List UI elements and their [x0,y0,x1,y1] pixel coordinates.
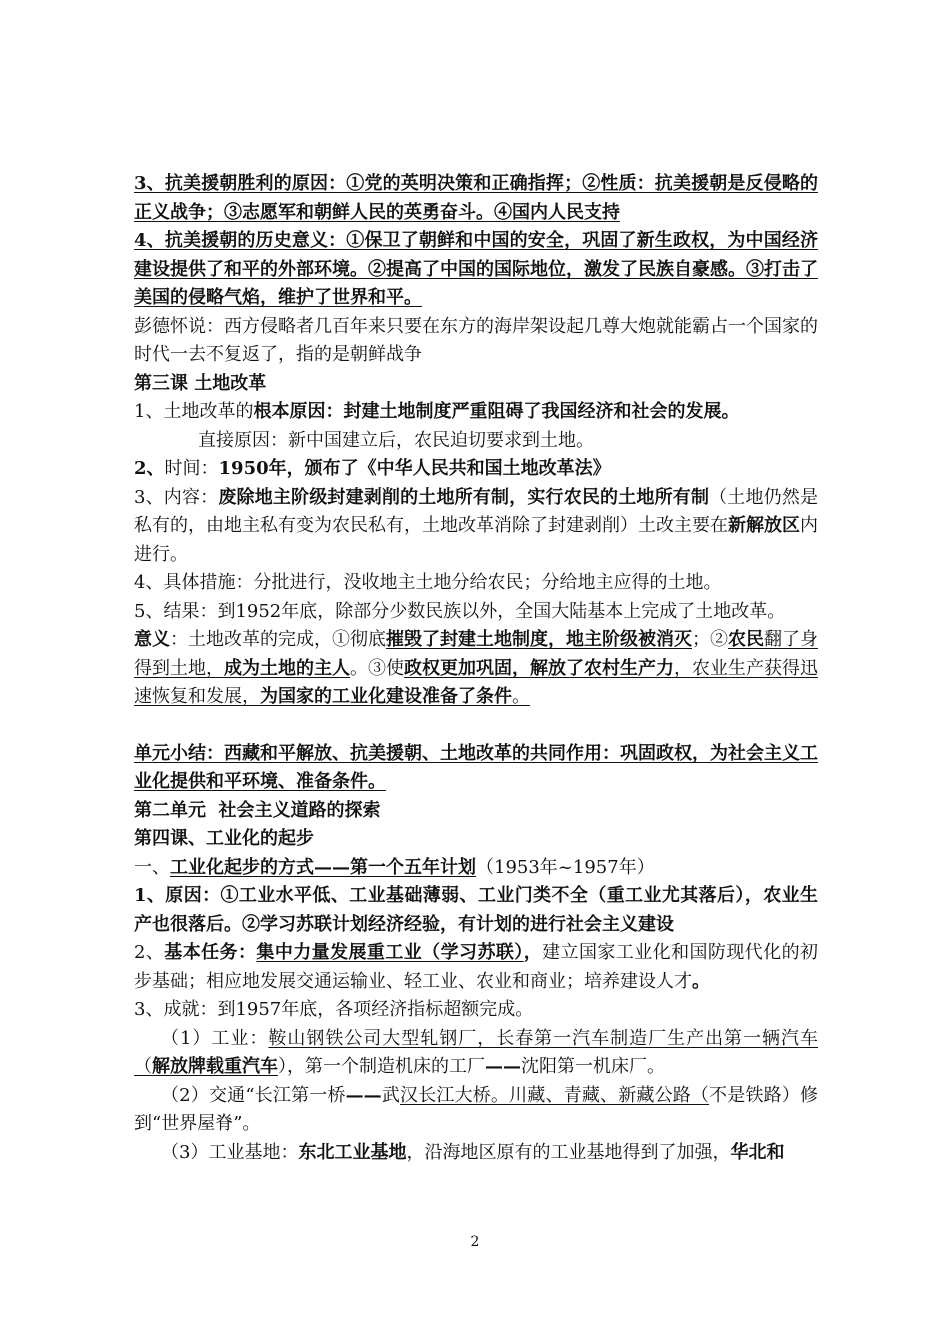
text: 废除地主阶级封建剥削的土地所有制，实行农民的土地所有制 [218,486,710,508]
text: 单元小结：西藏和平解放、抗美援朝、土地改革的共同作用：巩固政权，为社会主义工业化提供和平环境、准备条件。 [134,742,818,792]
paragraph [134,170,818,227]
page-number: 2 [470,1234,480,1250]
text: 新解放区 [728,515,800,536]
text: 政权更加巩固，解放了农村生产力 [404,657,674,679]
text: 农民 [728,629,764,650]
text: 时间： [164,458,219,479]
paragraph [134,1025,818,1082]
text: 建立国家工业化和国防现代化的初步基础；相应地发展交通运输业、轻工业、农业和商业；培养建设人才 [134,942,819,992]
unit-heading [134,797,818,826]
text: 第四课、工业化的起步 [134,828,314,849]
text: 为国家的工业化建设准备了条件 [260,686,512,707]
text: 一、 [134,856,170,878]
text: 4、具体措施：分批进行，没收地主土地分给农民；分给地主应得的土地。 [134,572,722,593]
text: 彭德怀说：西方侵略者几百年来只要在东方的海岸架设起几尊大炮就能霸占一个国家的时代一去不复返了，指的是朝鲜战争 [134,315,818,365]
text: 沈阳第一机床厂。 [521,1056,665,1077]
text: 成为土地的主人 [224,657,350,679]
text: 基本任务： [164,942,257,963]
text: 2、 [134,942,165,963]
text: 工业化起步的方式——第一个五年计划 [170,856,476,878]
text: 第二单元 社会主义道路的探索 [134,799,381,821]
document-page [134,170,818,1167]
text: 3、成就：到1957年底，各项经济指标超额完成。 [134,999,534,1020]
text: 。③使 [350,657,404,679]
paragraph [134,313,818,370]
text: 3、内容： [134,486,219,508]
paragraph [134,569,818,598]
text: ），第一个制造机床的工厂 [278,1056,485,1077]
paragraph [134,996,818,1025]
lesson-heading [134,825,818,854]
paragraph [134,1082,818,1139]
text: （土地仍然是私有的，由地主私有变为农民私有，土地改革消除了封建剥削）土改主要在 [134,486,819,536]
paragraph [134,227,818,313]
text: 1、土地改革的 [134,401,254,422]
paragraph [134,484,818,570]
paragraph [134,398,818,427]
text: （1）工业： [161,1027,269,1049]
text: 4、抗美援朝的历史意义：①保卫了朝鲜和中国的安全，巩固了新生政权，为中国经济建设提供了和平的外部环境。②提高了中国的国际地位，激发了民族自豪感。③打击了美国的侵略气焰，维护了世界和平。 [134,230,818,308]
text: 。 [692,970,710,992]
text: 2、 [134,458,165,479]
paragraph [134,626,818,712]
lesson-heading [134,370,818,399]
blank-line [134,712,818,740]
text: 武 [381,1084,401,1106]
text: 东北工业基地 [298,1141,407,1163]
text: （3）工业基地： [161,1141,299,1163]
text: —— [485,1056,521,1077]
paragraph [134,854,818,883]
text: 意义 [134,629,170,650]
text: 华北和 [730,1141,785,1163]
text: 翻了身得到土地， [134,629,818,679]
paragraph [134,740,818,797]
text: 根本原因：封建土地制度严重阻碍了我国经济和社会的发展。 [253,401,740,422]
text: ；② [692,629,728,650]
paragraph [134,427,818,456]
text: ：土地改革的完成，①彻底 [170,629,386,650]
paragraph [134,1139,818,1168]
paragraph [134,939,818,996]
text: 不是铁路）修到“世界屋脊”。 [134,1084,819,1134]
text: 汉长江大桥。川藏、青藏、新藏公路（ [400,1084,710,1106]
text: 1、原因：①工业水平低、工业基础薄弱、工业门类不全（重工业尤其落后），农业生产也很落后。②学习苏联计划经济经验，有计划的进行社会主义建设 [134,885,818,935]
text: ， [523,942,543,963]
text: 摧毁了封建土地制度，地主阶级被消灭 [386,629,692,650]
text: 第三课 土地改革 [134,372,267,394]
text: （2）交通“长江第一桥 [161,1084,346,1106]
text: ，沿海地区原有的工业基地得到了加强， [406,1141,731,1163]
paragraph [134,882,818,939]
text: 集中力量发展重工业（学习苏联） [256,942,524,963]
text: 内进行。 [134,515,818,565]
text: 5、结果：到1952年底，除部分少数民族以外，全国大陆基本上完成了土地改革。 [134,600,786,622]
text: 解放牌载重汽车 [152,1056,278,1077]
text: —— [345,1084,382,1106]
paragraph [134,455,818,484]
text: 。 [512,686,530,707]
text: 1950年，颁布了《中华人民共和国土地改革法》 [218,458,611,479]
text: （1953年~1957年） [476,856,655,878]
paragraph [134,598,818,627]
text: 直接原因：新中国建立后，农民迫切要求到土地。 [198,429,594,451]
text: ，农业生产获得迅速恢复和发展， [134,657,818,707]
text: 鞍山钢铁公司大型轧钢厂，长春第一汽车制造厂生产出第一辆汽车（ [134,1027,818,1077]
text: 3、抗美援朝胜利的原因：①党的英明决策和正确指挥；②性质：抗美援朝是反侵略的正义战争；③志愿军和朝鲜人民的英勇奋斗。④国内人民支持 [134,173,818,223]
